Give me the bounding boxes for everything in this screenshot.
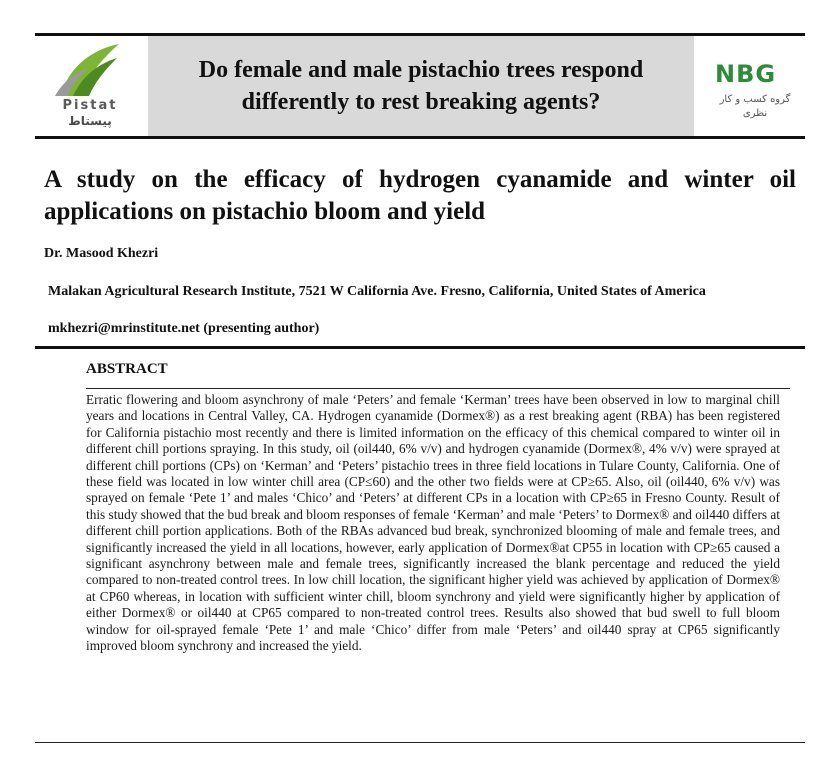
paper-title: A study on the efficacy of hydrogen cyanamide and winter oil applications on pistachio bloom and yield bbox=[44, 166, 796, 225]
nbg-logo bbox=[697, 36, 805, 136]
abstract-heading: ABSTRACT bbox=[86, 361, 168, 377]
conference-title-box bbox=[148, 36, 694, 136]
author-name: Dr. Masood Khezri bbox=[44, 246, 159, 261]
bottom-rule bbox=[35, 742, 805, 743]
abstract-divider bbox=[86, 388, 790, 389]
author-email: mkhezri@mrinstitute.net (presenting author) bbox=[48, 321, 320, 336]
pistat-logo-name: Pistat bbox=[62, 98, 118, 113]
conference-title: Do female and male pistachio trees respond differently to rest breaking agents? bbox=[198, 57, 644, 115]
author-affiliation: Malakan Agricultural Research Institute, 7521 W California Ave. Fresno, California, United States of America bbox=[48, 284, 706, 299]
nbg-logo-persian-line1: گروه کسب و کار bbox=[719, 94, 791, 105]
header-divider bbox=[35, 136, 805, 139]
abstract-body: Erratic flowering and bloom asynchrony of male ‘Peters’ and female ‘Kerman’ trees have been observed in low to marginal chill years and locations in Central Valley, CA. Hydrogen cyanamide (Dormex®) as a rest breaking agent (RBA) has been registered for California pistachio most recently and there is limited information on the efficacy of this chemical compared to winter oil in different chill portions spraying. In this study, oil (oil440, 6% v/v) and hydrogen cyanamide (Dormex®, 4% v/v) were sprayed at different chill portions (CPs) on ‘Kerman’ and ‘Peters’ pistachio trees in three field locations in Tulare County, California. One of these field was located in low winter chill area (CP≤60) and the other two fields were at CP≥65. Also, oil (oil440, 6% v/v) was sprayed on female ‘Pete 1’ and males ‘Chico’ and ‘Peters’ at different CPs in a location with CP≥65 in Fresno County. Result of this study showed that the bud break and bloom responses of female ‘Kerman’ and male ‘Peters’ to Dormex® and oil440 differs at different chill portion applications. Both of the RBAs advanced bud break, synchronized blooming of male and female trees, and significantly increased the yield in all locations, however, early application of Dormex®at CP55 in location with CP≥65 caused a significant asynchrony between male and female trees, significantly increased the blank percentage and reduced the yield compared to non-treated control trees. In low chill location, the significant higher yield was achieved by application of Dormex® at CP60 whereas, in location with sufficient winter chill, bloom synchrony and yield were significantly higher by application of either Dormex® or oil440 at CP65 compared to non-treated control trees. Results also showed that bud swell to full bloom window for oil-sprayed female ‘Pete 1’ and male ‘Chico’ differ from male ‘Peters’ and oil440 spray at CP65 significantly improved bloom synchrony and increased the yield. bbox=[86, 392, 780, 654]
pistat-logo bbox=[35, 36, 145, 136]
pistachio-leaf-icon bbox=[53, 42, 127, 98]
nbg-logo-mark: NBG bbox=[715, 60, 777, 88]
pistat-logo-persian: پیستاط bbox=[68, 114, 112, 128]
section-divider bbox=[35, 346, 805, 349]
nbg-logo-persian-line2: نظری bbox=[742, 108, 768, 119]
header-band bbox=[35, 36, 805, 136]
